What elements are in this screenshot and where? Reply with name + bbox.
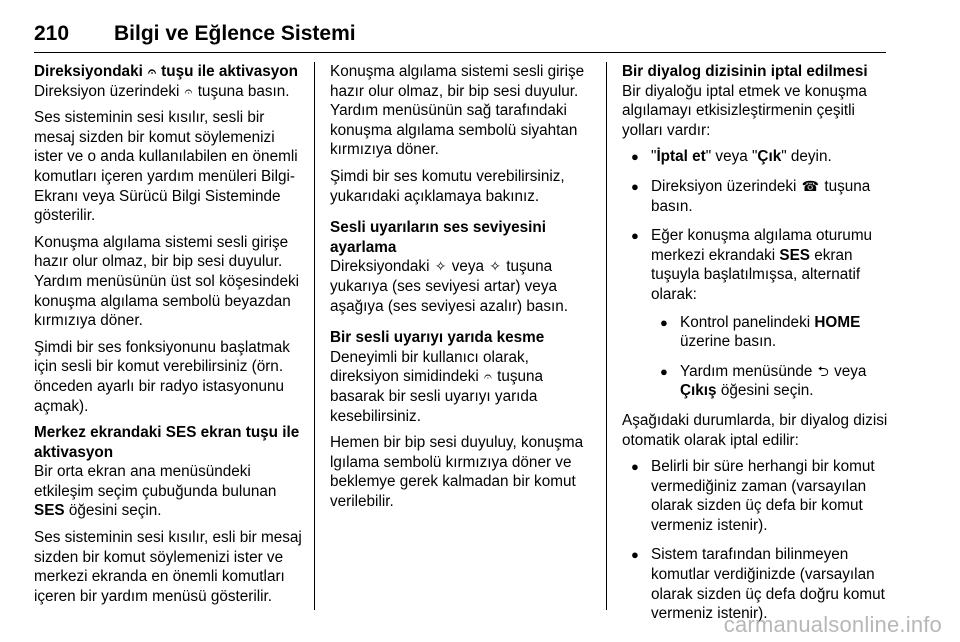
sub-bullet-list <box>651 313 892 401</box>
paragraph: Ses sisteminin sesi kısılır, sesli bir mesaj sizden bir komut söylemenizi ister ve o anda kullanılabilen en önemli komutları içeren yardım menüleri Bilgi-Ekranı veya Sürücü Bilgi Sisteminde gösterilir. <box>34 109 298 225</box>
volume-icon: ✧ <box>489 258 501 275</box>
column-divider <box>606 62 607 610</box>
section-heading: Sesli uyarıların ses seviyesini ayarlama <box>330 219 546 256</box>
paragraph: Direksiyondaki ✧ veya ✧ tuşuna yukarıya (ses seviyesi artar) veya aşağıya (ses seviyesi azalır) basın. <box>330 258 569 315</box>
voice-talk-icon: 𝄐 <box>484 368 492 385</box>
back-arrow-icon: ⮌ <box>817 362 829 379</box>
bullet-list <box>622 147 892 401</box>
section-heading: Merkez ekrandaki SES ekran tuşu ile aktivasyon <box>34 424 300 461</box>
bullet-list <box>622 457 892 624</box>
volume-icon: ✧ <box>434 258 447 275</box>
paragraph: Aşağıdaki durumlarda, bir diyalog dizisi otomatik olarak iptal edilir: <box>622 411 888 449</box>
paragraph: Konuşma algılama sistemi sesli girişe hazır olur olmaz, bir bip sesi duyulur. Yardım menüsünün üst sol köşesindeki konuşma algılama sembolü beyazdan kırmızıya döner. <box>34 233 299 330</box>
paragraph: Şimdi bir ses fonksiyonunu başlatmak için sesli bir komut verebilirsiniz (örn. önceden ayarlı bir radyo istasyonunu açmak). <box>34 338 290 415</box>
list-item: ● Direksiyon üzerindeki ☎ tuşuna basın. <box>622 177 892 216</box>
watermark: carmanualsonline.info <box>723 612 942 637</box>
list-item: ● Yardım menüsünde ⮌ veya Çıkış öğesini seçin. <box>651 362 892 401</box>
page-header <box>34 18 886 53</box>
paragraph: Bir orta ekran ana menüsündeki etkileşim seçim çubuğunda bulunan SES öğesini seçin. <box>34 463 277 520</box>
page-number: 210 <box>34 22 70 45</box>
paragraph: Bir diyaloğu iptal etmek ve konuşma algılamayı etkisizleştirmenin çeşitli yolları vardır: <box>622 82 867 139</box>
list-item: ● Eğer konuşma algılama oturumu merkezi ekrandaki SES ekran tuşuyla başlatılmışsa, alternatif olarak: ● Kontrol panelindeki HOME üzerine basın. ● Yardım menüsünde ⮌ veya Çıkış öğesini seçin. <box>622 226 892 401</box>
section-heading: Direksiyondaki 𝄐 tuşu ile aktivasyon <box>34 63 298 80</box>
page-title: Bilgi ve Eğlence Sistemi <box>114 22 356 45</box>
column-divider <box>314 62 315 610</box>
paragraph: Hemen bir bip sesi duyuluy, konuşma lgılama sembolü kırmızıya döner ve beklemye gerek kalmadan bir komut verilebilir. <box>330 434 584 510</box>
paragraph: Ses sisteminin sesi kısılır, esli bir mesaj sizden bir komut söylemenizi ister ve merkezi ekranda en önemli komutları içeren bir yardım menüsü gösterilir. <box>34 529 302 605</box>
paragraph: Konuşma algılama sistemi sesli girişe hazır olur olmaz, bir bip sesi duyulur. Yardım menüsünün sağ tarafındaki konuşma algılama sembolü siyahtan kırmızıya döner. <box>330 63 585 159</box>
paragraph: Direksiyon üzerindeki 𝄐 tuşuna basın. <box>34 82 290 100</box>
column-2 <box>330 62 598 518</box>
paragraph: Deneyimli bir kullanıcı olarak, direksiyon simidindeki 𝄐 tuşuna basarak bir sesli uyarıyı yarıda kesebilirsiniz. <box>330 348 544 425</box>
voice-talk-icon: 𝄐 <box>184 82 193 99</box>
list-item: ● Kontrol panelindeki HOME üzerine basın. <box>651 313 892 352</box>
section-heading: Bir diyalog dizisinin iptal edilmesi <box>622 63 868 80</box>
column-3 <box>622 62 892 634</box>
list-item: ● Belirli bir süre herhangi bir komut vermediğiniz zaman (varsayılan olarak sizden üç defa bir komut vermeniz istenir). <box>622 457 892 535</box>
voice-talk-icon: 𝄐 <box>148 63 156 79</box>
phone-hangup-icon: ☎ <box>801 177 820 194</box>
column-1 <box>34 62 302 613</box>
paragraph: Şimdi bir ses komutu verebilirsiniz, yukarıdaki açıklamaya bakınız. <box>330 167 565 205</box>
list-item: ● "İptal et" veya "Çık" deyin. <box>622 147 892 167</box>
list-item: ● Sistem tarafından bilinmeyen komutlar verdiğinizde (varsayılan olarak sizden üç defa doğru komut vermeniz istenir). <box>622 545 892 623</box>
section-heading: Bir sesli uyarıyı yarıda kesme <box>330 329 545 347</box>
